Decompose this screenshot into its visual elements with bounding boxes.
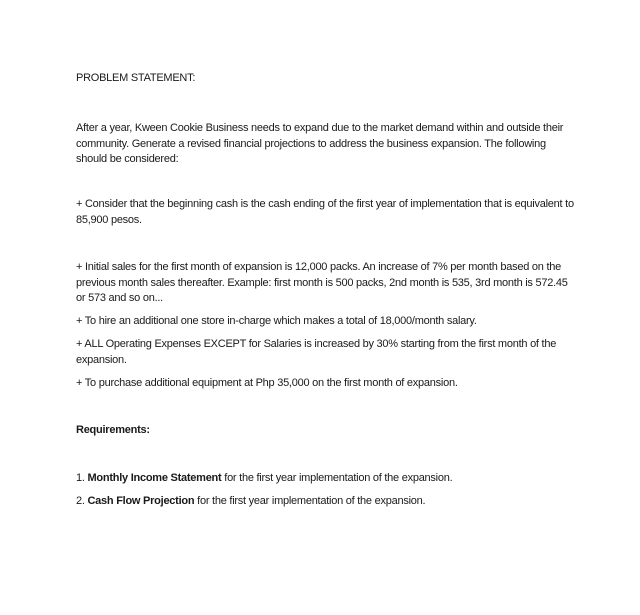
requirement-title: Monthly Income Statement xyxy=(87,472,222,484)
consideration-hire-store-in-charge: + To hire an additional one store in-charge which makes a total of 18,000/month salary. xyxy=(76,315,477,327)
consideration-operating-expenses: + ALL Operating Expenses EXCEPT for Salaries is increased by 30% starting from the first month of the expansion. xyxy=(76,338,557,366)
requirement-text: for the first year implementation of the expansion. xyxy=(221,472,453,484)
requirement-text: for the first year implementation of the expansion. xyxy=(194,495,426,507)
consideration-additional-equipment: + To purchase additional equipment at Php 35,000 on the first month of expansion. xyxy=(76,377,458,389)
requirement-number: 2. xyxy=(76,495,88,507)
problem-statement-heading: PROBLEM STATEMENT: xyxy=(76,72,196,84)
consideration-beginning-cash: + Consider that the beginning cash is the cash ending of the first year of implementation that is equivalent to 85,900 pesos. xyxy=(76,198,574,226)
requirements-heading: Requirements: xyxy=(76,424,150,436)
consideration-initial-sales: + Initial sales for the first month of expansion is 12,000 packs. An increase of 7% per month based on the previous month sales thereafter. Example: first month is 500 packs, 2nd month is 535, 3rd month is 572.45 or 573 and so on... xyxy=(76,261,568,304)
intro-paragraph: After a year, Kween Cookie Business needs to expand due to the market demand within and outside their community. Generate a revised financial projections to address the business expansion. The following should be considered: xyxy=(76,122,564,165)
requirement-number: 1. xyxy=(76,472,88,484)
requirement-item-cash-flow xyxy=(76,494,576,510)
requirement-title: Cash Flow Projection xyxy=(87,495,195,507)
requirement-item-income-statement xyxy=(76,471,576,487)
